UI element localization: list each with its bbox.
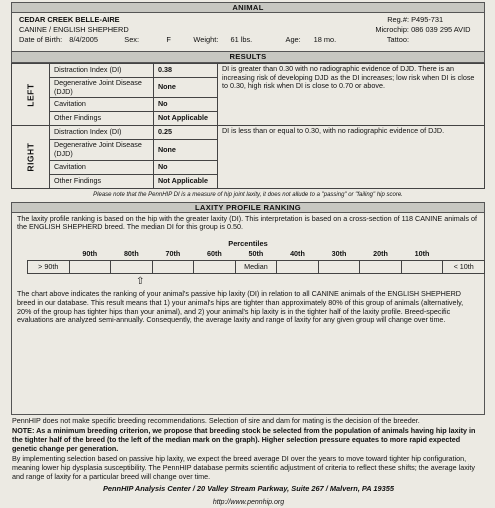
percentile-cell bbox=[194, 261, 236, 274]
percentile-header: 30th bbox=[331, 249, 347, 259]
results-row-left bbox=[12, 64, 485, 78]
percentile-header bbox=[28, 249, 70, 261]
laxity-explanation: The chart above indicates the ranking of your animal's passive hip laxity (DI) in relation to all CANINE animals of the ENGLISH SHEPHERD breed in our database. This result means that 1) your animal's hips are tighter than approximately 80% of this group of animals (alternatively, 20% of the group has tighter hips than your animal), and 2) your animal's hip laxity is in the tighter half of the laxity profile. Breed-specific evaluations are analyzed semi-annually. Consequently, the average laxity and range of laxity for any given group will change over time. bbox=[17, 289, 464, 325]
percentile-cell bbox=[318, 261, 360, 274]
results-note: Please note that the PennHIP DI is a measure of hip joint laxity, it does not allude to a "passing" or "failing" hip score. bbox=[93, 191, 403, 198]
breeding-note bbox=[12, 427, 485, 453]
laxity-profile bbox=[11, 213, 485, 415]
percentile-header: 60th bbox=[207, 249, 222, 259]
finding-value: Not Applicable bbox=[153, 174, 217, 188]
finding-value: 0.38 bbox=[153, 64, 217, 78]
percentile-chart bbox=[27, 249, 485, 275]
results-table bbox=[11, 63, 485, 189]
percentile-cell bbox=[152, 261, 194, 274]
selection-text: By implementing selection based on passive hip laxity, we expect the breed average DI over the years to move toward tighter hip configuration, meaning lower hip dysplasia susceptibility. The PennHIP database permits scientific adjustment of criteria to reflect these shifts; the average laxity and range of laxity for a particular breed will change over time. bbox=[12, 454, 476, 481]
finding-label: Degenerative Joint Disease (DJD) bbox=[49, 78, 153, 98]
percentile-header: 80th bbox=[123, 249, 139, 259]
finding-label: Other Findings bbox=[49, 112, 153, 126]
reg-label: Reg.#: bbox=[387, 15, 409, 24]
left-hip-label bbox=[12, 64, 50, 126]
percentile-header: 40th bbox=[290, 249, 305, 259]
percentile-cell bbox=[277, 261, 319, 274]
finding-label: Other Findings bbox=[49, 174, 153, 188]
disclaimer: PennHIP does not make specific breeding recommendations. Selection of sire and dam for mating is the decision of the breeder. bbox=[12, 415, 420, 425]
note-text: As a minimum breeding criterion, we propose that breeding stock be selected from the population of animals having hip laxity in the tighter half of the breed (to the left of the median mark on the graph). Higher selection pressure equates to more rapid expected genetic change per generation. bbox=[12, 426, 476, 453]
tattoo-label: Tattoo: bbox=[386, 35, 409, 44]
percentile-cell bbox=[401, 261, 443, 274]
dob-label: Date of Birth: bbox=[19, 35, 63, 44]
finding-label: Degenerative Joint Disease (DJD) bbox=[49, 140, 153, 160]
percentile-cell: > 90th bbox=[28, 261, 70, 274]
percentile-cell: Median bbox=[235, 261, 277, 274]
center-address: PennHIP Analysis Center / 20 Valley Stream Parkway, Suite 267 / Malvern, PA 19355 bbox=[103, 484, 394, 494]
reg-value: P495-731 bbox=[411, 15, 444, 24]
animal-info bbox=[11, 13, 485, 52]
percentile-header: 50th bbox=[248, 249, 264, 259]
percentile-header: 70th bbox=[165, 249, 181, 259]
sex-label: Sex: bbox=[124, 35, 140, 44]
finding-value: No bbox=[153, 160, 217, 174]
percentile-header bbox=[443, 249, 485, 261]
weight-value: 61 lbs. bbox=[230, 35, 253, 44]
ranking-arrow-icon: ⇧ bbox=[136, 276, 145, 288]
percentile-cell bbox=[360, 261, 402, 274]
right-hip-label bbox=[12, 126, 50, 188]
weight-label: Weight: bbox=[193, 35, 219, 44]
animal-name: CEDAR CREEK BELLE-AIRE bbox=[19, 15, 120, 24]
animal-section-header: ANIMAL bbox=[11, 2, 485, 13]
percentile-cell bbox=[111, 261, 153, 274]
percentile-header: 20th bbox=[373, 249, 388, 259]
laxity-intro: The laxity profile ranking is based on the hip with the greater laxity (DI). This interpretation is based on a cross-section of 118 CANINE animals of the ENGLISH SHEPHERD breed. The median DI for this group is 0.50. bbox=[17, 213, 477, 232]
right-hip-label-text: RIGHT bbox=[25, 142, 36, 172]
left-hip-label-text: LEFT bbox=[25, 83, 36, 107]
sex-value: F bbox=[166, 35, 171, 44]
results-section-header: RESULTS bbox=[11, 52, 485, 63]
animal-breed: CANINE / ENGLISH SHEPHERD bbox=[19, 25, 129, 34]
left-hip-comment: DI is greater than 0.30 with no radiographic evidence of DJD. There is an increasing risk of developing DJD as the DI increases; low risk when DI is close to 0.30, high risk when DI is close to 0.70 or above. bbox=[217, 64, 484, 126]
website-link[interactable]: http://www.pennhip.org bbox=[212, 499, 285, 507]
age-value: 18 mo. bbox=[313, 35, 337, 44]
finding-value: 0.25 bbox=[153, 126, 217, 140]
dob-value: 8/4/2005 bbox=[69, 35, 98, 44]
finding-value: No bbox=[153, 98, 217, 112]
animal-details-row bbox=[19, 35, 336, 45]
age-label: Age: bbox=[285, 35, 301, 44]
finding-value: None bbox=[153, 140, 217, 160]
percentile-header: 90th bbox=[82, 249, 98, 259]
finding-label: Cavitation bbox=[49, 160, 153, 174]
percentile-cell bbox=[69, 261, 111, 274]
finding-value: None bbox=[153, 78, 217, 98]
finding-label: Distraction Index (DI) bbox=[49, 64, 153, 78]
percentile-cell: < 10th bbox=[443, 261, 485, 274]
laxity-section-header: LAXITY PROFILE RANKING bbox=[11, 202, 485, 213]
results-row-right bbox=[12, 126, 485, 140]
finding-label: Cavitation bbox=[49, 98, 153, 112]
note-label: NOTE: bbox=[12, 426, 35, 436]
right-hip-comment: DI is less than or equal to 0.30, with no radiographic evidence of DJD. bbox=[217, 126, 484, 188]
microchip-label: Microchip: bbox=[375, 25, 409, 34]
percentiles-title: Percentiles bbox=[228, 239, 268, 249]
report-footer bbox=[11, 415, 485, 508]
microchip-value: 086 039 295 AVID bbox=[411, 25, 471, 34]
finding-label: Distraction Index (DI) bbox=[49, 126, 153, 140]
percentile-header: 10th bbox=[414, 249, 430, 259]
finding-value: Not Applicable bbox=[153, 112, 217, 126]
